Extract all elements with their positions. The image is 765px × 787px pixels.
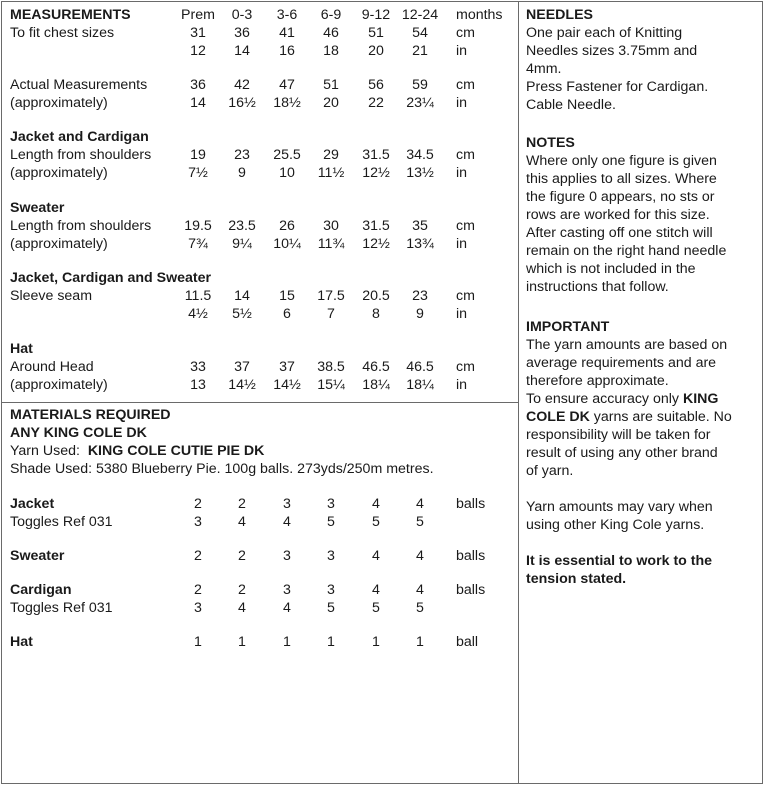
- unit-cm: cm: [456, 25, 475, 41]
- value-cell: 7¾: [188, 236, 208, 252]
- notes-section: [526, 134, 760, 296]
- value-cell: 17.5: [317, 288, 345, 304]
- important-line: average requirements and are: [526, 355, 717, 371]
- value-cell: 3: [283, 548, 291, 564]
- value-cell: 14½: [273, 377, 301, 393]
- materials-heading: MATERIALS REQUIRED: [10, 407, 171, 423]
- value-cell: 23.5: [228, 218, 256, 234]
- unit-in: in: [456, 165, 468, 181]
- value-cell: 47: [279, 77, 295, 93]
- value-cell: 18¼: [362, 377, 390, 393]
- value-cell: 14½: [228, 377, 256, 393]
- value-cell: 7: [327, 306, 335, 322]
- approx-label: (approximately): [10, 165, 108, 181]
- value-cell: 41: [279, 25, 295, 41]
- accuracy-bold: KING: [682, 391, 719, 407]
- notes-line: instructions that follow.: [526, 279, 669, 295]
- value-cell: 36: [234, 25, 250, 41]
- value-cell: 14: [234, 288, 250, 304]
- sleeve-label: Sleeve seam: [10, 288, 93, 304]
- value-cell: 19.5: [184, 218, 212, 234]
- approx-label: (approximately): [10, 95, 108, 111]
- value-cell: 12½: [362, 165, 390, 181]
- size-header: 3-6: [276, 7, 298, 23]
- value-cell: 2: [238, 548, 246, 564]
- value-cell: 31: [190, 25, 206, 41]
- value-cell: 1: [238, 634, 246, 650]
- value-cell: 20: [368, 43, 384, 59]
- value-cell: 18: [323, 43, 339, 59]
- head-label: Around Head: [10, 359, 94, 375]
- value-cell: 13½: [406, 165, 434, 181]
- value-cell: 10: [279, 165, 295, 181]
- yarn-label: Yarn Used:: [10, 443, 80, 459]
- value-cell: 11.5: [184, 288, 212, 304]
- accuracy-line-2: [526, 408, 760, 426]
- value-cell: 18¼: [406, 377, 434, 393]
- notes-line: which is not included in the: [526, 261, 696, 277]
- value-cell: 30: [323, 218, 339, 234]
- value-cell: 4: [238, 514, 246, 530]
- value-cell: 56: [368, 77, 384, 93]
- approx-label: (approximately): [10, 236, 108, 252]
- important-line: of yarn.: [526, 463, 574, 479]
- value-cell: 10¼: [273, 236, 301, 252]
- value-cell: 4: [283, 600, 291, 616]
- value-cell: 23: [412, 288, 428, 304]
- sweater-heading: Sweater: [10, 200, 65, 216]
- value-cell: 3: [327, 548, 335, 564]
- size-header: 9-12: [361, 7, 391, 23]
- notes-line: After casting off one stitch will: [526, 225, 713, 241]
- needles-section: [526, 6, 760, 114]
- value-cell: 1: [372, 634, 380, 650]
- value-cell: 21: [412, 43, 428, 59]
- unit-balls: balls: [456, 582, 486, 598]
- value-cell: 16½: [228, 95, 256, 111]
- essential-line: tension stated.: [526, 571, 627, 587]
- important-line: using other King Cole yarns.: [526, 517, 705, 533]
- length-label: Length from shoulders: [10, 147, 152, 163]
- value-cell: 4: [238, 600, 246, 616]
- value-cell: 20.5: [362, 288, 390, 304]
- measurements-heading: MEASUREMENTS: [10, 7, 131, 23]
- notes-line: Where only one figure is given: [526, 153, 717, 169]
- size-header: 0-3: [231, 7, 253, 23]
- unit-cm: cm: [456, 359, 475, 375]
- value-cell: 9: [416, 306, 424, 322]
- cardigan-label: Cardigan: [10, 582, 72, 598]
- notes-line: remain on the right hand needle: [526, 243, 727, 259]
- toggles-label: Toggles Ref 031: [10, 600, 113, 616]
- value-cell: 3: [327, 496, 335, 512]
- value-cell: 23¼: [406, 95, 434, 111]
- value-cell: 3: [194, 600, 202, 616]
- needles-line: Press Fastener for Cardigan.: [526, 79, 709, 95]
- column-divider: [518, 1, 519, 784]
- value-cell: 46.5: [362, 359, 390, 375]
- value-cell: 16: [279, 43, 295, 59]
- important-line: Yarn amounts may vary when: [526, 499, 713, 515]
- notes-line: this applies to all sizes. Where: [526, 171, 717, 187]
- notes-line: the figure 0 appears, no sts or: [526, 189, 715, 205]
- value-cell: 2: [238, 496, 246, 512]
- value-cell: 6: [283, 306, 291, 322]
- actual-label: Actual Measurements: [10, 77, 148, 93]
- accuracy-bold: COLE DK: [526, 409, 590, 425]
- important-line: therefore approximate.: [526, 373, 669, 389]
- spacer: [526, 480, 760, 498]
- value-cell: 3: [283, 496, 291, 512]
- unit-cm: cm: [456, 77, 475, 93]
- value-cell: 9¼: [232, 236, 252, 252]
- unit-in: in: [456, 43, 468, 59]
- value-cell: 51: [368, 25, 384, 41]
- value-cell: 5: [416, 600, 424, 616]
- materials-subheading: ANY KING COLE DK: [10, 425, 147, 441]
- yarn-value: KING COLE CUTIE PIE DK: [87, 443, 265, 459]
- unit-ball: ball: [456, 634, 479, 650]
- value-cell: 2: [238, 582, 246, 598]
- value-cell: 5½: [232, 306, 252, 322]
- value-cell: 33: [190, 359, 206, 375]
- sleeve-heading: Jacket, Cardigan and Sweater: [10, 270, 212, 286]
- unit-in: in: [456, 236, 468, 252]
- value-cell: 20: [323, 95, 339, 111]
- value-cell: 31.5: [362, 147, 390, 163]
- value-cell: 31.5: [362, 218, 390, 234]
- value-cell: 7½: [188, 165, 208, 181]
- value-cell: 54: [412, 25, 428, 41]
- section-divider: [1, 402, 518, 403]
- value-cell: 2: [194, 548, 202, 564]
- value-cell: 15: [279, 288, 295, 304]
- important-line: The yarn amounts are based on: [526, 337, 728, 353]
- value-cell: 22: [368, 95, 384, 111]
- value-cell: 18½: [273, 95, 301, 111]
- value-cell: 1: [194, 634, 202, 650]
- needles-heading: NEEDLES: [526, 7, 594, 23]
- toggles-label: Toggles Ref 031: [10, 514, 113, 530]
- value-cell: 5: [327, 600, 335, 616]
- unit-in: in: [456, 306, 468, 322]
- notes-heading: NOTES: [526, 135, 575, 151]
- needles-line: Cable Needle.: [526, 97, 616, 113]
- yarn-used-line: [10, 442, 264, 460]
- value-cell: 25.5: [273, 147, 301, 163]
- value-cell: 5: [416, 514, 424, 530]
- value-cell: 1: [416, 634, 424, 650]
- value-cell: 3: [283, 582, 291, 598]
- length-label: Length from shoulders: [10, 218, 152, 234]
- chest-label: To fit chest sizes: [10, 25, 115, 41]
- value-cell: 37: [279, 359, 295, 375]
- value-cell: 11¾: [317, 236, 345, 252]
- accuracy-post: yarns are suitable. No: [593, 409, 732, 425]
- value-cell: 4: [283, 514, 291, 530]
- sweater-label: Sweater: [10, 548, 65, 564]
- needles-line: One pair each of Knitting: [526, 25, 683, 41]
- value-cell: 1: [327, 634, 335, 650]
- value-cell: 14: [190, 95, 206, 111]
- value-cell: 38.5: [317, 359, 345, 375]
- unit-cm: cm: [456, 218, 475, 234]
- jacket-cardigan-heading: Jacket and Cardigan: [10, 129, 149, 145]
- value-cell: 4: [416, 496, 424, 512]
- unit-balls: balls: [456, 496, 486, 512]
- value-cell: 1: [283, 634, 291, 650]
- value-cell: 4: [372, 548, 380, 564]
- value-cell: 12½: [362, 236, 390, 252]
- value-cell: 46: [323, 25, 339, 41]
- size-header: 12-24: [401, 7, 439, 23]
- needles-line: 4mm.: [526, 61, 562, 77]
- value-cell: 5: [372, 600, 380, 616]
- value-cell: 2: [194, 582, 202, 598]
- hat-heading: Hat: [10, 341, 33, 357]
- value-cell: 34.5: [406, 147, 434, 163]
- value-cell: 13: [190, 377, 206, 393]
- value-cell: 23: [234, 147, 250, 163]
- value-cell: 12: [190, 43, 206, 59]
- value-cell: 13¾: [406, 236, 434, 252]
- value-cell: 37: [234, 359, 250, 375]
- jacket-label: Jacket: [10, 496, 55, 512]
- shade-line: Shade Used: 5380 Blueberry Pie. 100g balls. 273yds/250m metres.: [10, 461, 434, 477]
- unit-in: in: [456, 377, 468, 393]
- unit-cm: cm: [456, 288, 475, 304]
- value-cell: 11½: [317, 165, 345, 181]
- value-cell: 14: [234, 43, 250, 59]
- value-cell: 4: [416, 548, 424, 564]
- approx-label: (approximately): [10, 377, 108, 393]
- unit-in: in: [456, 95, 468, 111]
- accuracy-line: [526, 390, 760, 408]
- value-cell: 4: [372, 582, 380, 598]
- value-cell: 5: [327, 514, 335, 530]
- value-cell: 46.5: [406, 359, 434, 375]
- months-label: months: [456, 7, 503, 23]
- unit-balls: balls: [456, 548, 486, 564]
- value-cell: 3: [194, 514, 202, 530]
- accuracy-pre: To ensure accuracy only: [526, 391, 679, 407]
- value-cell: 35: [412, 218, 428, 234]
- value-cell: 59: [412, 77, 428, 93]
- notes-line: rows are worked for this size.: [526, 207, 710, 223]
- value-cell: 42: [234, 77, 250, 93]
- important-line: result of using any other brand: [526, 445, 718, 461]
- value-cell: 4: [416, 582, 424, 598]
- value-cell: 51: [323, 77, 339, 93]
- important-section: [526, 318, 760, 588]
- important-line: responsibility will be taken for: [526, 427, 711, 443]
- value-cell: 29: [323, 147, 339, 163]
- value-cell: 2: [194, 496, 202, 512]
- value-cell: 4½: [188, 306, 208, 322]
- value-cell: 9: [238, 165, 246, 181]
- value-cell: 3: [327, 582, 335, 598]
- spacer: [526, 534, 760, 552]
- value-cell: 8: [372, 306, 380, 322]
- value-cell: 36: [190, 77, 206, 93]
- unit-cm: cm: [456, 147, 475, 163]
- value-cell: 5: [372, 514, 380, 530]
- value-cell: 19: [190, 147, 206, 163]
- hat-label: Hat: [10, 634, 33, 650]
- size-header: 6-9: [320, 7, 342, 23]
- important-heading: IMPORTANT: [526, 319, 610, 335]
- value-cell: 15¼: [317, 377, 345, 393]
- essential-line: It is essential to work to the: [526, 553, 713, 569]
- needles-line: Needles sizes 3.75mm and: [526, 43, 698, 59]
- value-cell: 4: [372, 496, 380, 512]
- size-header: Prem: [181, 7, 215, 23]
- value-cell: 26: [279, 218, 295, 234]
